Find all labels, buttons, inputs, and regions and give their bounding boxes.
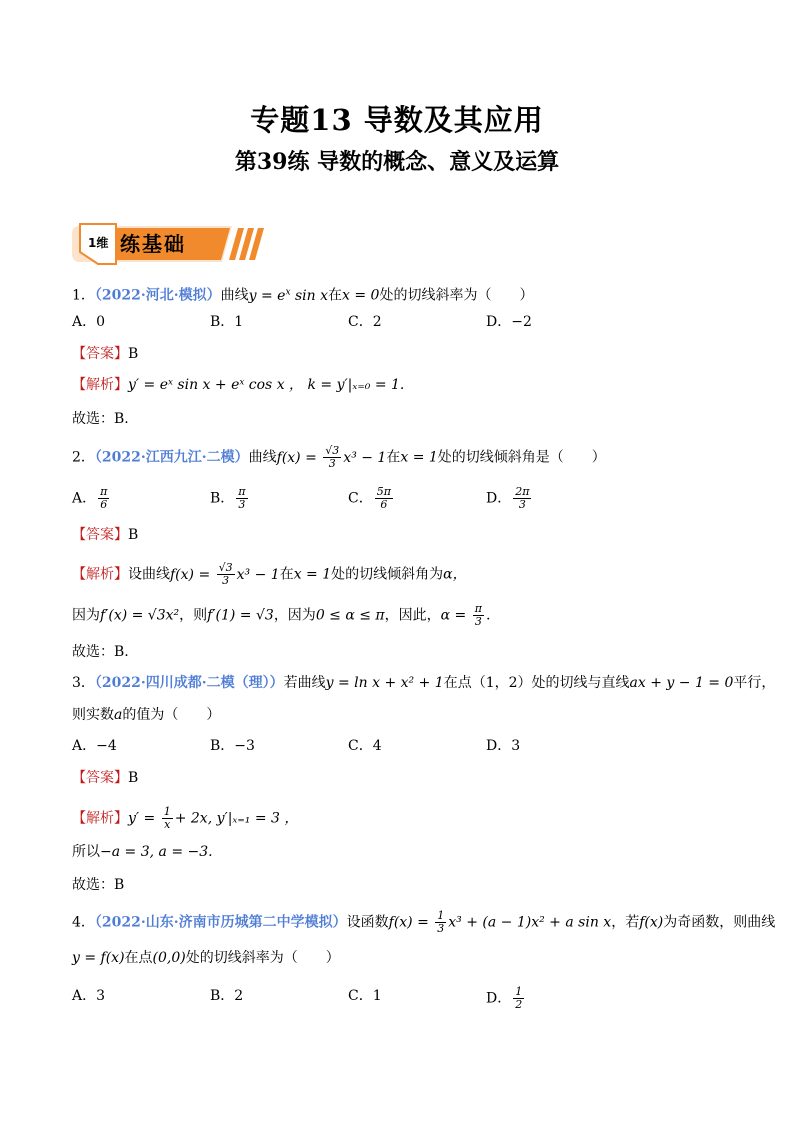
option-c: C．2 [348, 314, 382, 330]
question-source: （2022·江西九江·二模） [94, 449, 249, 466]
option-a: A．−4 [72, 738, 117, 754]
analysis-1 [72, 375, 404, 395]
analysis-tag: 【解析】 [72, 377, 128, 393]
answer-tag: 【答案】 [72, 770, 128, 786]
analysis-3: 【解析】y′ = $\frac{1}{x}$ + 2x, y′|ₓ₌₁ = 3 ， [72, 805, 299, 831]
math-expr: x = 0 [342, 287, 380, 304]
analysis-tag: 【解析】 [72, 566, 128, 583]
answer-value: B [128, 770, 139, 786]
option-a: A．0 [72, 314, 106, 330]
question-text: 曲线 [248, 449, 277, 466]
question-number: 4． [72, 914, 95, 931]
question-number: 2． [72, 449, 95, 466]
banner-level: 1维 [88, 236, 109, 250]
conclusion-1: 故选：B. [72, 411, 129, 427]
answer-2 [72, 525, 138, 545]
answer-1 [72, 344, 138, 364]
analysis-2: 【解析】设曲线f(x) = $\frac{√3}{3}$ x³ − 1在x = 1处的切线倾斜角为α， [72, 561, 467, 587]
question-source: （2022·山东·济南市历城第二中学模拟） [94, 914, 347, 931]
question-text: 在 [386, 449, 401, 466]
answer-value: B [128, 527, 139, 543]
option-b: B．1 [210, 314, 244, 330]
option-a: A． $\frac{\pi}{6}$ [72, 485, 108, 511]
option-d: D． $\frac{1}{2}$ [486, 985, 523, 1011]
question-text: 曲线 [220, 287, 249, 304]
option-d: D．−2 [486, 314, 532, 330]
section-banner [72, 222, 272, 266]
question-3-line-2: 则实数a的值为（ ） [72, 707, 221, 723]
question-text: 处的切线斜率为（ ） [379, 287, 534, 304]
option-b: B．−3 [210, 738, 255, 754]
option-b: B．2 [210, 988, 244, 1004]
question-source: （2022·四川成都·二模（理）） [94, 675, 284, 691]
conclusion-2: 故选：B. [72, 644, 129, 660]
question-number: 1． [72, 287, 95, 304]
banner-title: 练基础 [120, 232, 186, 256]
option-d: D． $\frac{2\pi}{3}$ [486, 485, 530, 511]
question-4: 4．（2022·山东·济南市历城第二中学模拟）设函数f(x) = $\frac{1}{3}$ x³ + (a − 1)x² + a sin x，若f(x)为奇函数，则曲线 [72, 909, 776, 935]
question-2 [72, 445, 606, 470]
question-4-line-2: y = f(x)在点(0,0)处的切线斜率为（ ） [72, 950, 340, 966]
option-d: D．3 [486, 738, 521, 754]
option-b: B． $\frac{\pi}{3}$ [210, 485, 246, 511]
option-c: C．1 [348, 988, 382, 1004]
question-text: 在 [328, 287, 343, 304]
conclusion-3: 故选：B [72, 877, 125, 893]
answer-3 [72, 768, 138, 788]
page-title: 专题13 导数及其应用 [250, 103, 544, 137]
math-expr: x = 1 [400, 449, 438, 466]
analysis-2-line-2: 因为f′(x) = √3x²，则f′(1) = √3，因为0 ≤ α ≤ π，因此，α = $\frac{\pi}{3}$ . [72, 602, 491, 628]
answer-tag: 【答案】 [72, 527, 128, 543]
option-c: C． $\frac{5\pi}{6}$ [348, 485, 391, 511]
option-c: C．4 [348, 738, 382, 754]
option-a: A．3 [72, 988, 106, 1004]
math-expr: y′ = eˣ sin x + eˣ cos x ， k = y′|ₓ₌₀ = 1. [128, 377, 405, 393]
question-text: 处的切线倾斜角是（ ） [437, 449, 606, 466]
question-number: 3． [72, 675, 95, 691]
page-subtitle: 第39练 导数的概念、意义及运算 [234, 149, 560, 175]
math-expr: f(x) = $\frac{√3}{3}$ x³ − 1 [276, 444, 387, 470]
question-1 [72, 282, 533, 306]
analysis-3-line-2: 所以−a = 3, a = −3. [72, 844, 213, 860]
answer-value: B [128, 346, 139, 362]
analysis-tag: 【解析】 [72, 810, 128, 827]
answer-tag: 【答案】 [72, 346, 128, 362]
math-expr: $y = e^x$ sin x [248, 287, 329, 304]
question-3: 3．（2022·四川成都·二模（理））若曲线y = ln x + x² + 1在点（1，2）处的切线与直线ax + y − 1 = 0平行， [72, 675, 776, 691]
question-source: （2022·河北·模拟） [94, 287, 221, 304]
